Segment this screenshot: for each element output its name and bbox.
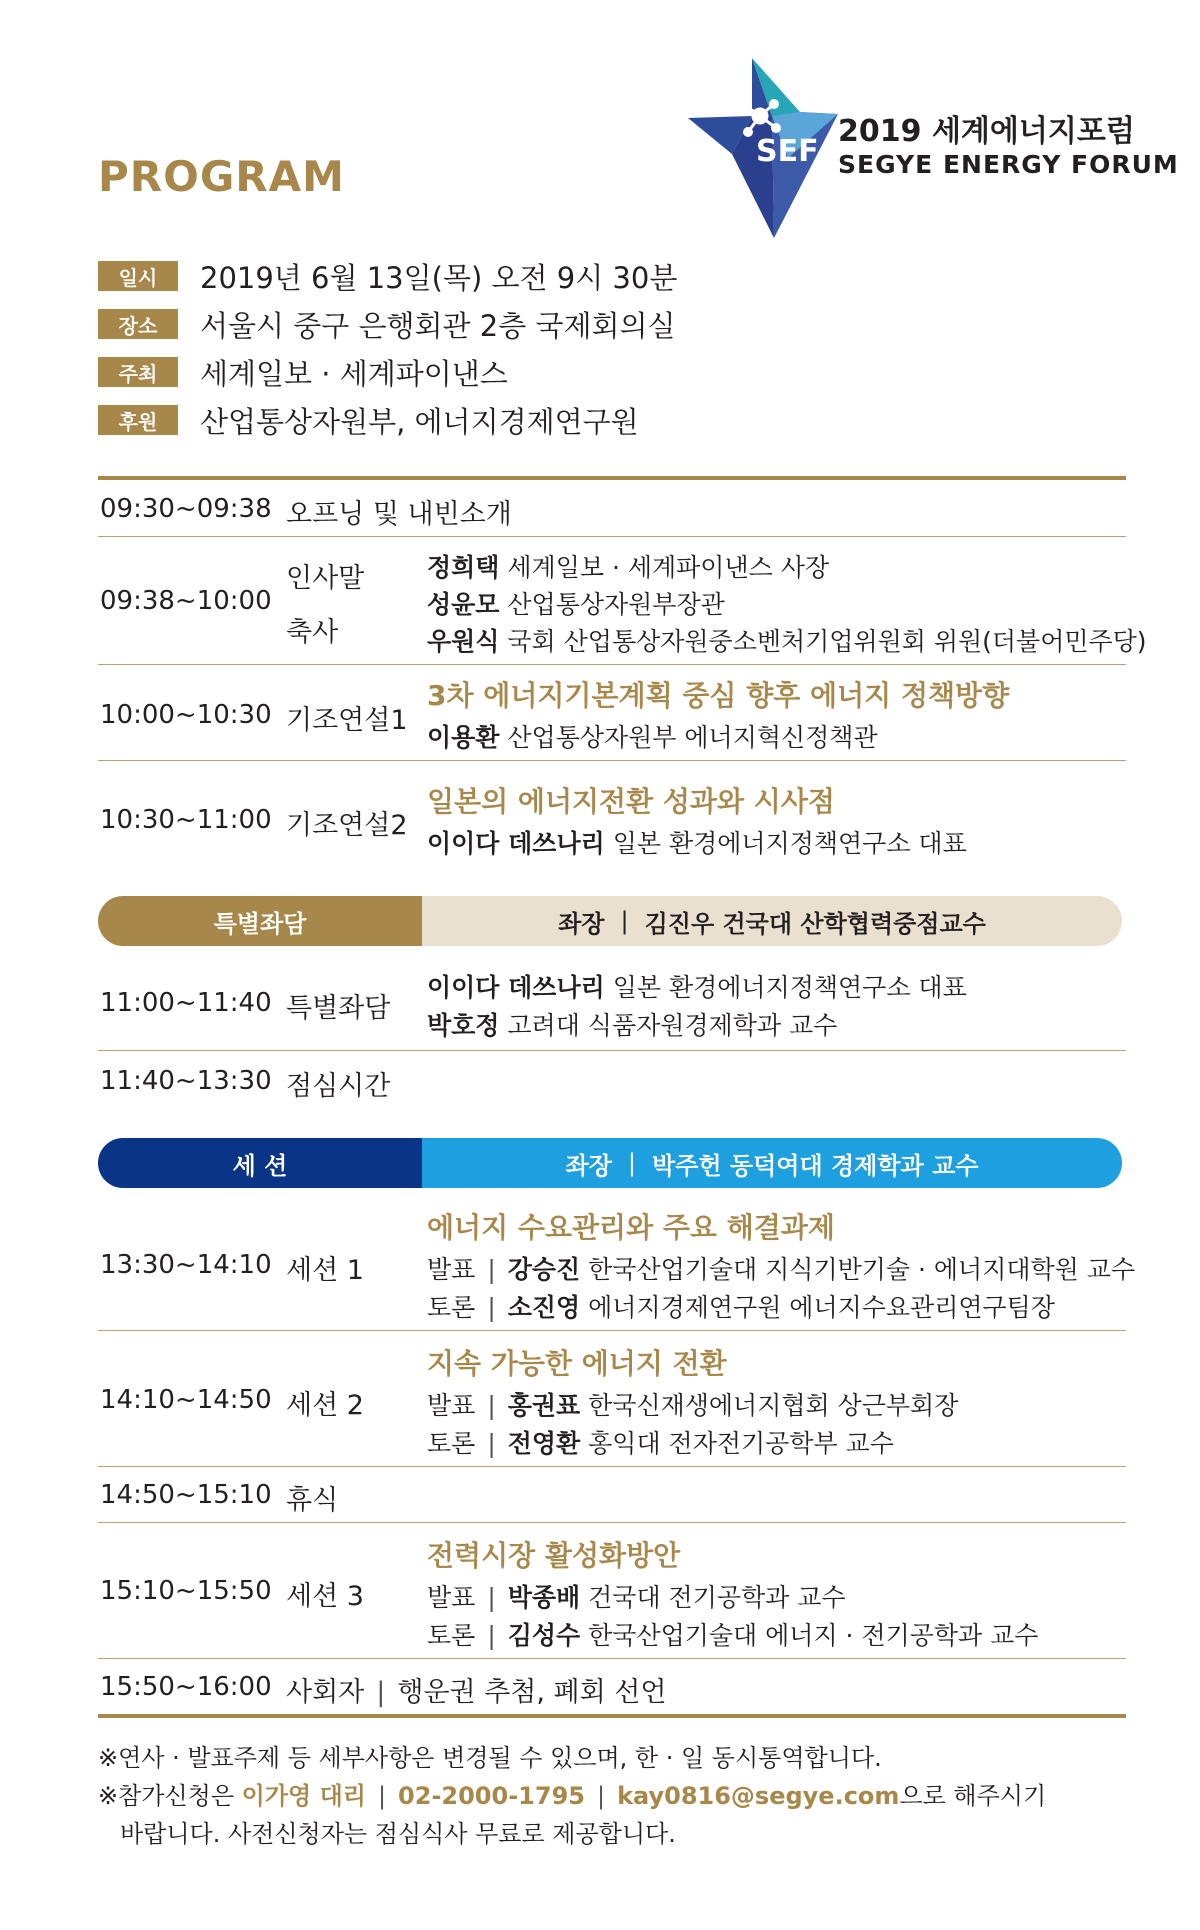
time-slot: 14:10~14:50 (100, 1385, 272, 1415)
speaker-role: 홍익대 전자전기공학부 교수 (588, 1429, 894, 1458)
speaker-name: 소진영 (507, 1293, 581, 1322)
chair-name: 박주헌 동덕여대 경제학과 교수 (652, 1151, 979, 1180)
divider (98, 536, 1126, 537)
bar-chair (422, 1138, 1122, 1188)
speaker-role: 한국산업기술대 지식기반기술 · 에너지대학원 교수 (588, 1255, 1136, 1284)
speaker-line (427, 1006, 837, 1042)
role-label: 토론 (427, 1429, 476, 1458)
speaker-role: 산업통상자원부 에너지혁신정책관 (507, 723, 878, 752)
speaker-role: 건국대 전기공학과 교수 (588, 1583, 846, 1612)
divider (98, 1330, 1126, 1331)
speaker-name: 김성수 (507, 1621, 581, 1650)
info-value: 서울시 중구 은행회관 2층 국제회의실 (200, 308, 676, 343)
session-bar (98, 1138, 1122, 1188)
svg-text:SEF: SEF (756, 134, 819, 169)
speaker-name: 정희택 (427, 553, 500, 582)
speaker-name: 박종배 (507, 1583, 581, 1612)
info-row-host (98, 352, 508, 392)
speaker-role: 산업통상자원부장관 (507, 590, 725, 619)
speaker-name: 홍권표 (507, 1391, 581, 1420)
separator: | (376, 1677, 386, 1708)
notice-suffix: 으로 해주시기 (899, 1782, 1047, 1810)
slot-label: 기조연설2 (286, 810, 408, 841)
time-slot: 09:30~09:38 (100, 494, 272, 524)
session-topic: 전력시장 활성화방안 (427, 1539, 681, 1572)
slot-label: 세션 2 (286, 1390, 364, 1421)
time-slot: 13:30~14:10 (100, 1250, 272, 1280)
notice-line (98, 1776, 1046, 1811)
info-badge: 일시 (98, 261, 178, 291)
speaker-name: 강승진 (507, 1255, 581, 1284)
time-slot: 15:50~16:00 (100, 1672, 272, 1702)
slot-label: 인사말 (286, 563, 365, 594)
presenter-line: 발표 | 강승진 한국산업기술대 지식기반기술 · 에너지대학원 교수 (427, 1255, 1136, 1284)
slot-label: 세션 3 (286, 1581, 364, 1612)
slot-label: 특별좌담 (286, 993, 391, 1024)
speaker-name: 박호정 (427, 1011, 500, 1040)
forum-name-ko: 2019 세계에너지포럼 (838, 114, 1135, 149)
time-slot: 11:00~11:40 (100, 988, 272, 1018)
divider (98, 664, 1126, 665)
forum-name-en: SEGYE ENERGY FORUM (838, 150, 1179, 179)
separator: | (596, 1782, 606, 1810)
speaker-line (427, 968, 967, 1004)
forum-logo (688, 58, 838, 238)
special-discussion-bar (98, 896, 1122, 946)
info-value: 산업통상자원부, 에너지경제연구원 (200, 404, 639, 439)
speaker-line (427, 585, 725, 621)
session-topic: 에너지 수요관리와 주요 해결과제 (427, 1211, 835, 1244)
presenter-line: 발표 | 홍권표 한국신재생에너지협회 상근부회장 (427, 1391, 959, 1420)
contact-email[interactable]: kay0816@segye.com (617, 1782, 900, 1810)
divider (98, 476, 1126, 480)
speaker-role: 세계일보 · 세계파이낸스 사장 (507, 553, 829, 582)
speaker-line (427, 824, 967, 860)
speaker-role: 일본 환경에너지정책연구소 대표 (612, 829, 967, 858)
speaker-role: 국회 산업통상자원중소벤처기업위원회 위원(더불어민주당) (507, 627, 1147, 656)
notice-line: ※연사 · 발표주제 등 세부사항은 변경될 수 있으며, 한 · 일 동시통역합니다. (98, 1744, 882, 1772)
info-row-sponsor (98, 400, 639, 440)
chair-label: 좌장 (558, 909, 605, 938)
speaker-line (427, 548, 829, 584)
info-row-venue (98, 304, 676, 344)
session-topic: 일본의 에너지전환 성과와 시사점 (427, 785, 835, 818)
role-label: 토론 (427, 1293, 476, 1322)
closing-detail: 행운권 추첨, 폐회 선언 (397, 1677, 667, 1708)
divider (98, 760, 1126, 761)
discussant-line: 토론 | 김성수 한국산업기술대 에너지 · 전기공학과 교수 (427, 1621, 1039, 1650)
role-label: 토론 (427, 1621, 476, 1650)
speaker-name: 전영환 (507, 1429, 581, 1458)
slot-label: 휴식 (286, 1485, 339, 1516)
time-slot: 14:50~15:10 (100, 1480, 272, 1510)
slot-label: 점심시간 (286, 1071, 391, 1102)
separator: | (620, 907, 629, 935)
speaker-name: 성윤모 (427, 590, 500, 619)
info-badge: 후원 (98, 405, 178, 435)
session-topic: 지속 가능한 에너지 전환 (427, 1347, 727, 1380)
info-value: 2019년 6월 13일(목) 오전 9시 30분 (200, 260, 678, 295)
page-title: PROGRAM (98, 152, 345, 201)
speaker-role: 한국신재생에너지협회 상근부회장 (588, 1391, 959, 1420)
speaker-role: 한국산업기술대 에너지 · 전기공학과 교수 (588, 1621, 1039, 1650)
speaker-name: 이용환 (427, 723, 500, 752)
time-slot: 11:40~13:30 (100, 1066, 272, 1096)
divider (98, 1050, 1126, 1051)
role-label: 발표 (427, 1391, 476, 1420)
presenter-line: 발표 | 박종배 건국대 전기공학과 교수 (427, 1583, 846, 1612)
slot-label: 축사 (286, 617, 339, 648)
separator: | (377, 1782, 387, 1810)
separator: | (627, 1149, 636, 1177)
notice-line: 바랍니다. 사전신청자는 점심식사 무료로 제공합니다. (120, 1820, 676, 1848)
session-topic: 3차 에너지기본계획 중심 향후 에너지 정책방향 (427, 679, 1010, 712)
discussant-line: 토론 | 전영환 홍익대 전자전기공학부 교수 (427, 1429, 894, 1458)
role-label: 발표 (427, 1583, 476, 1612)
info-value: 세계일보 · 세계파이낸스 (200, 356, 508, 391)
chair-name: 김진우 건국대 산학협력중점교수 (644, 909, 986, 938)
role-label: 발표 (427, 1255, 476, 1284)
speaker-line (427, 622, 1147, 658)
bar-title: 세 션 (98, 1138, 422, 1188)
divider (98, 1714, 1126, 1718)
info-badge: 주최 (98, 357, 178, 387)
speaker-line (427, 718, 878, 754)
speaker-role: 일본 환경에너지정책연구소 대표 (612, 973, 967, 1002)
closing-label: 사회자 (286, 1677, 365, 1708)
time-slot: 10:30~11:00 (100, 805, 272, 835)
slot-label: 기조연설1 (286, 705, 408, 736)
divider (98, 1522, 1126, 1523)
chair-label: 좌장 (565, 1151, 612, 1180)
contact-name: 이가영 대리 (241, 1782, 366, 1810)
speaker-role: 고려대 식품자원경제학과 교수 (507, 1011, 838, 1040)
slot-label (286, 1670, 666, 1709)
info-row-date (98, 256, 677, 296)
notice-prefix: ※참가신청은 (98, 1782, 242, 1810)
speaker-name: 우원식 (427, 627, 500, 656)
divider (98, 1466, 1126, 1467)
slot-label: 오프닝 및 내빈소개 (286, 499, 512, 530)
time-slot: 09:38~10:00 (100, 586, 272, 616)
bar-title: 특별좌담 (98, 896, 422, 946)
speaker-name: 이이다 데쓰나리 (427, 829, 605, 858)
info-badge: 장소 (98, 309, 178, 339)
speaker-role: 에너지경제연구원 에너지수요관리연구팀장 (588, 1293, 1055, 1322)
time-slot: 10:00~10:30 (100, 700, 272, 730)
slot-label: 세션 1 (286, 1255, 364, 1286)
discussant-line: 토론 | 소진영 에너지경제연구원 에너지수요관리연구팀장 (427, 1293, 1055, 1322)
time-slot: 15:10~15:50 (100, 1576, 272, 1606)
divider (98, 1658, 1126, 1659)
speaker-name: 이이다 데쓰나리 (427, 973, 605, 1002)
contact-phone: 02-2000-1795 (398, 1782, 585, 1810)
bar-chair (422, 896, 1122, 946)
